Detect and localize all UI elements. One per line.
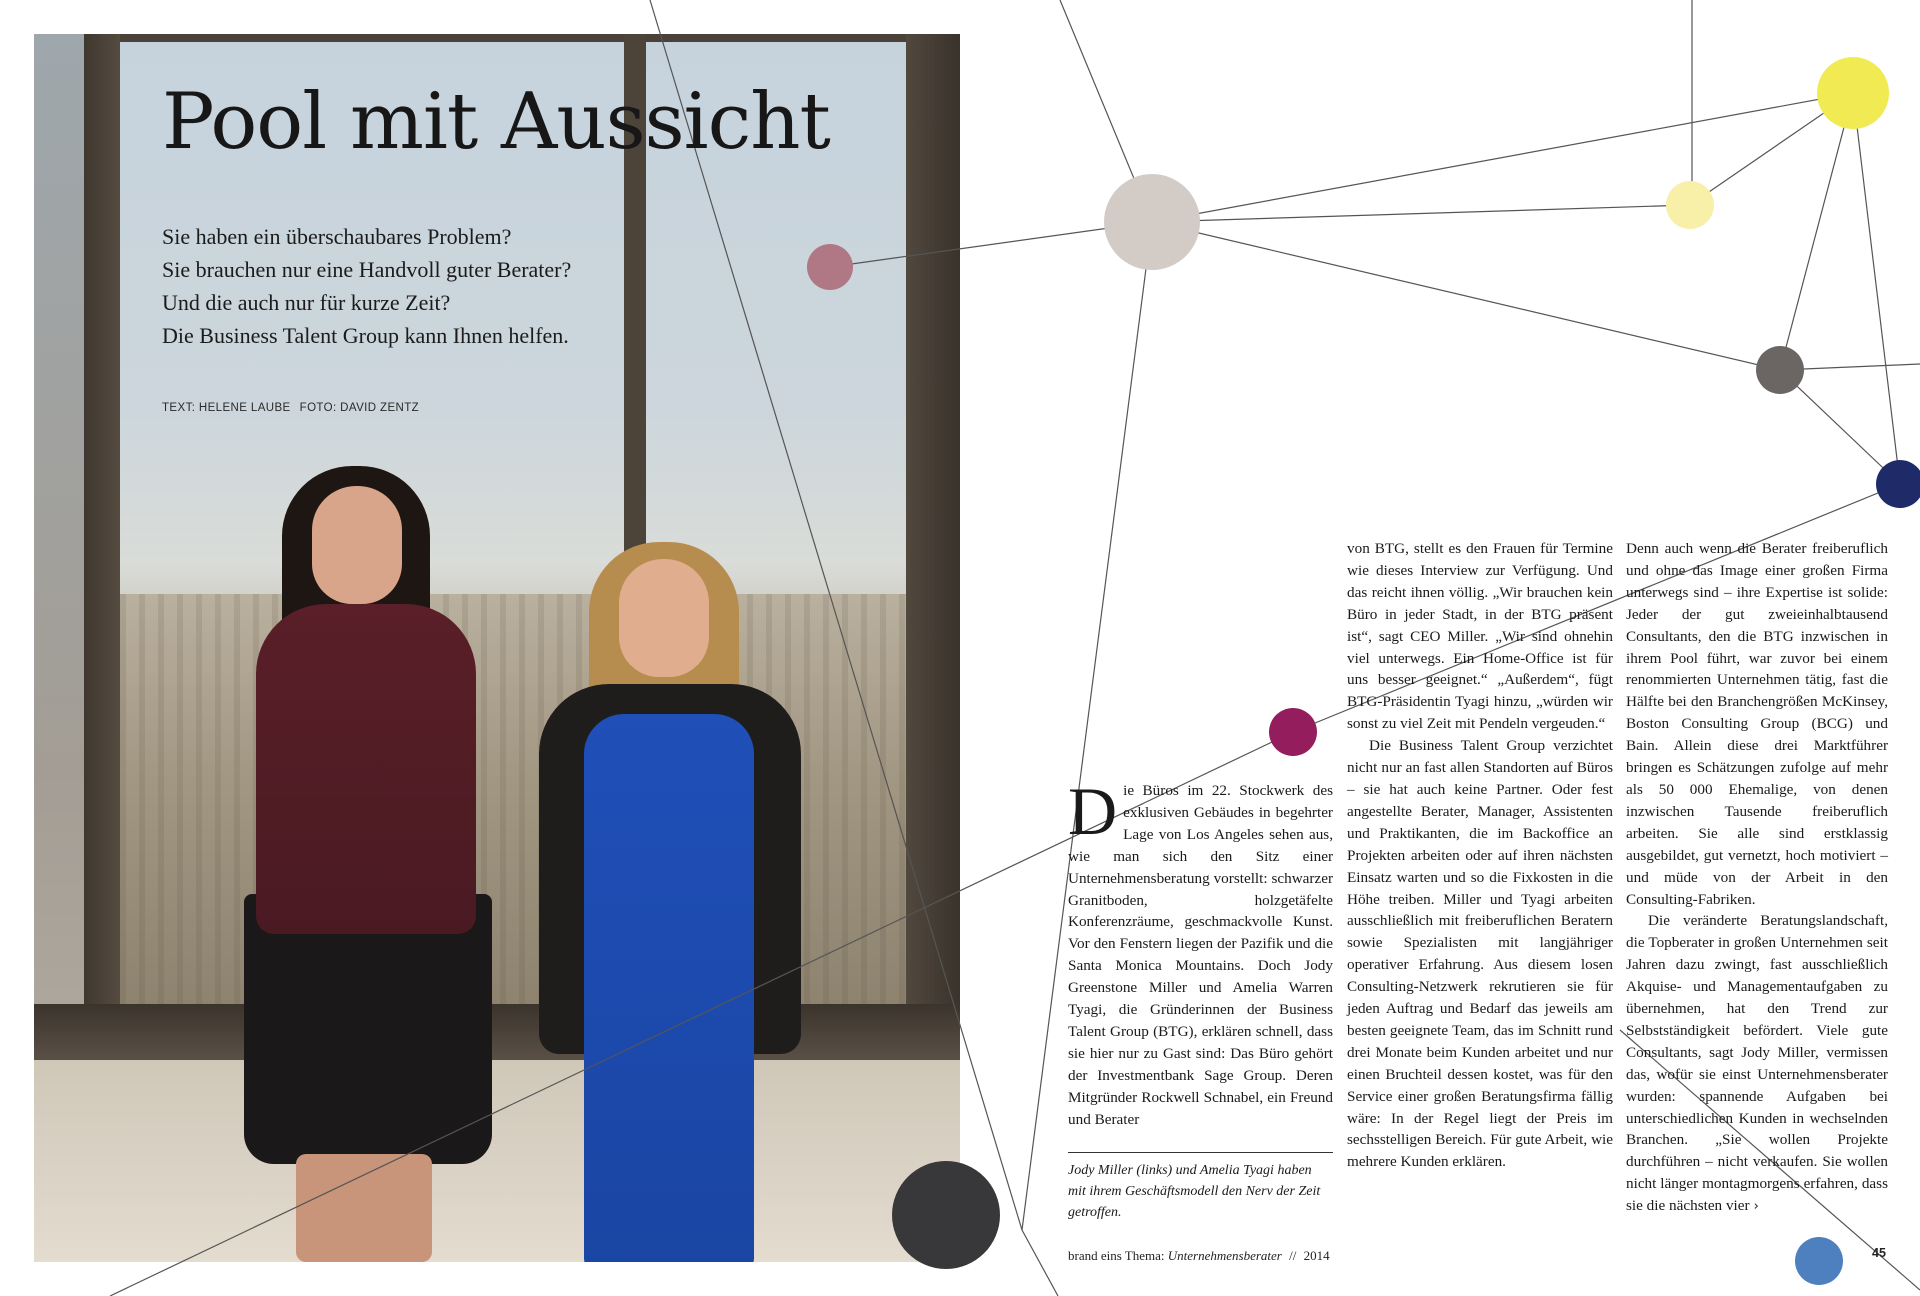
paragraph: Denn auch wenn die Berater freiberuflich und ohne das Image einer großen Firma unterwegs sind – ihre Expertise ist solide: Jeder der gut zweieinhalbtausend Consultants, den die BTG inzwischen in ihrem Pool führt, war zuvor bei einem renommierten Unternehmen tätig, fast die Hälfte bei den Branchengrößen McKinsey, Boston Consulting Group (BCG) und Bain. Allein diese drei Marktführer bringen es Schätzungen zufolge auf mehr als 50 000 Ehemalige, von denen inzwischen Tausende freiberuflich arbeiten. Sie alle sind erstklassig ausgebildet, gut vernetzt, hoch motiviert – und müde von der Arbeit in den Consulting-Fabriken. <box>1626 540 1888 908</box>
network-line <box>1152 222 1780 370</box>
paragraph: Die Business Talent Group verzichtet nicht nur an fast allen Standorten auf Büros – sie hat auch keine Partner. Oder fest angestellte Berater, Manager, Assistenten und Praktikanten, die im Backoffice an Projekten arbeiten oder auf ihren nächsten Einsatz warten und so die Fixkosten in die Höhe treiben. Miller und Tyagi arbeiten ausschließlich mit freiberuflichen Beratern sowie Spezialisten mit langjähriger operativer Erfahrung. Aus diesem losen Consulting-Netzwerk rekrutieren sie für jeden Auftrag und Bedarf das jeweils am besten geeignete Team, das im Schnitt rund drei Monate beim Kunden arbeitet und nur einen Bruchteil dessen kostet, was für den Service einer großen Beratungsfirma fällig wäre: In der Regel liegt der Preis im sechsstelligen Bereich. Für gute Arbeit, wie mehrere Kunden erklären. <box>1347 737 1613 1171</box>
network-dot-charcoal <box>892 1161 1000 1269</box>
network-line <box>650 0 1022 1230</box>
page-number: 45 <box>1872 1246 1886 1260</box>
network-dot-pale-yellow <box>1666 181 1714 229</box>
text-column-1 <box>1068 773 1333 1131</box>
deck-line: Sie haben ein überschaubares Problem? <box>162 224 512 249</box>
deck-line: Sie brauchen nur eine Handvoll guter Berater? <box>162 257 572 282</box>
paragraph <box>1626 910 1888 1218</box>
caption-divider <box>1068 1152 1333 1153</box>
paragraph-text: ie Büros im 22. Stockwerk des exklusiven Gebäudes in begehrter Lage von Los Angeles sehen aus, wie man sich den Sitz einer Unternehmensberatung vorstellt: schwarzer Granitboden, holzgetäfelte Konferenzräume, geschmackvolle Kunst. Vor den Fenstern liegen der Pazifik und die Santa Monica Mountains. Doch Jody Greenstone Miller und Amelia Warren Tyagi, die Gründerinnen der Business Talent Group (BTG), erklären schnell, dass sie hier nur zu Gast sind: Das Büro gehört der Investmentbank Sage Group. Deren Mitgründer Rockwell Schnabel, ein Freund und Berater <box>1068 782 1333 1128</box>
network-dot-gray <box>1756 346 1804 394</box>
network-line <box>1853 93 1900 484</box>
network-line <box>1780 370 1900 484</box>
photo-caption: Jody Miller (links) und Amelia Tyagi haben mit ihrem Geschäftsmodell den Nerv der Zeit getroffen. <box>1068 1163 1321 1220</box>
footer-magazine: brand eins Thema: <box>1068 1248 1165 1263</box>
footer-year: 2014 <box>1303 1248 1330 1263</box>
footer-topic: Unternehmensberater <box>1167 1248 1282 1263</box>
network-dot-beige <box>1104 174 1200 270</box>
article-credits <box>162 402 428 414</box>
text-credit: TEXT: HELENE LAUBE <box>162 402 291 414</box>
paragraph: von BTG, stellt es den Frauen für Termine wie dieses Interview zur Verfügung. Und das reicht ihnen völlig. „Wir brauchen kein Büro in jeder Stadt, in der BTG präsent ist“, sagt CEO Miller. „Wir sind ohnehin viel unterwegs. Ein Home-Office ist für uns besser geeignet.“ „Außerdem“, fügt BTG-Präsidentin Tyagi hinzu, „würden wir sonst zu viel Zeit mit Pendeln vergeuden.“ <box>1347 540 1613 733</box>
network-dot-blue <box>1795 1237 1843 1285</box>
deck-line: Die Business Talent Group kann Ihnen helfen. <box>162 323 569 348</box>
article-deck <box>162 220 571 352</box>
drop-cap: D <box>1068 773 1118 849</box>
network-line <box>1780 93 1853 370</box>
network-line <box>830 222 1152 267</box>
footer-separator: // <box>1289 1248 1297 1263</box>
network-line <box>1022 1230 1058 1296</box>
photo-credit: FOTO: DAVID ZENTZ <box>299 402 420 414</box>
article-headline: Pool mit Aussicht <box>162 77 830 167</box>
network-line <box>1152 93 1853 222</box>
paragraph-text: Die veränderte Beratungslandschaft, die Topberater in großen Unternehmen seit Jahren dazu zwingt, fast ausschließlich Akquise- und Managementaufgaben zu übernehmen, hat den Trend zur Selbstständigkeit befördert. Viele gute Consultants, sagt Jody Miller, vermissen das, wofür sie einst Unternehmensberater wurden: spannende Aufgaben bei unterschiedlichen Kunden in wechselnden Branchen. „Sie wollen Projekte durchführen – nicht verkaufen. Sie wollen nicht länger montagmorgens erfahren, dass sie die nächsten vier <box>1626 912 1888 1215</box>
deck-line: Und die auch nur für kurze Zeit? <box>162 290 451 315</box>
continue-arrow-icon: › <box>1753 1199 1759 1215</box>
text-column-2 <box>1347 538 1613 1173</box>
text-column-3 <box>1626 538 1888 1218</box>
paragraph <box>1068 773 1333 1131</box>
network-dot-yellow <box>1817 57 1889 129</box>
network-dot-plum <box>1269 708 1317 756</box>
page-footer <box>1068 1248 1330 1264</box>
network-dot-mauve <box>807 244 853 290</box>
